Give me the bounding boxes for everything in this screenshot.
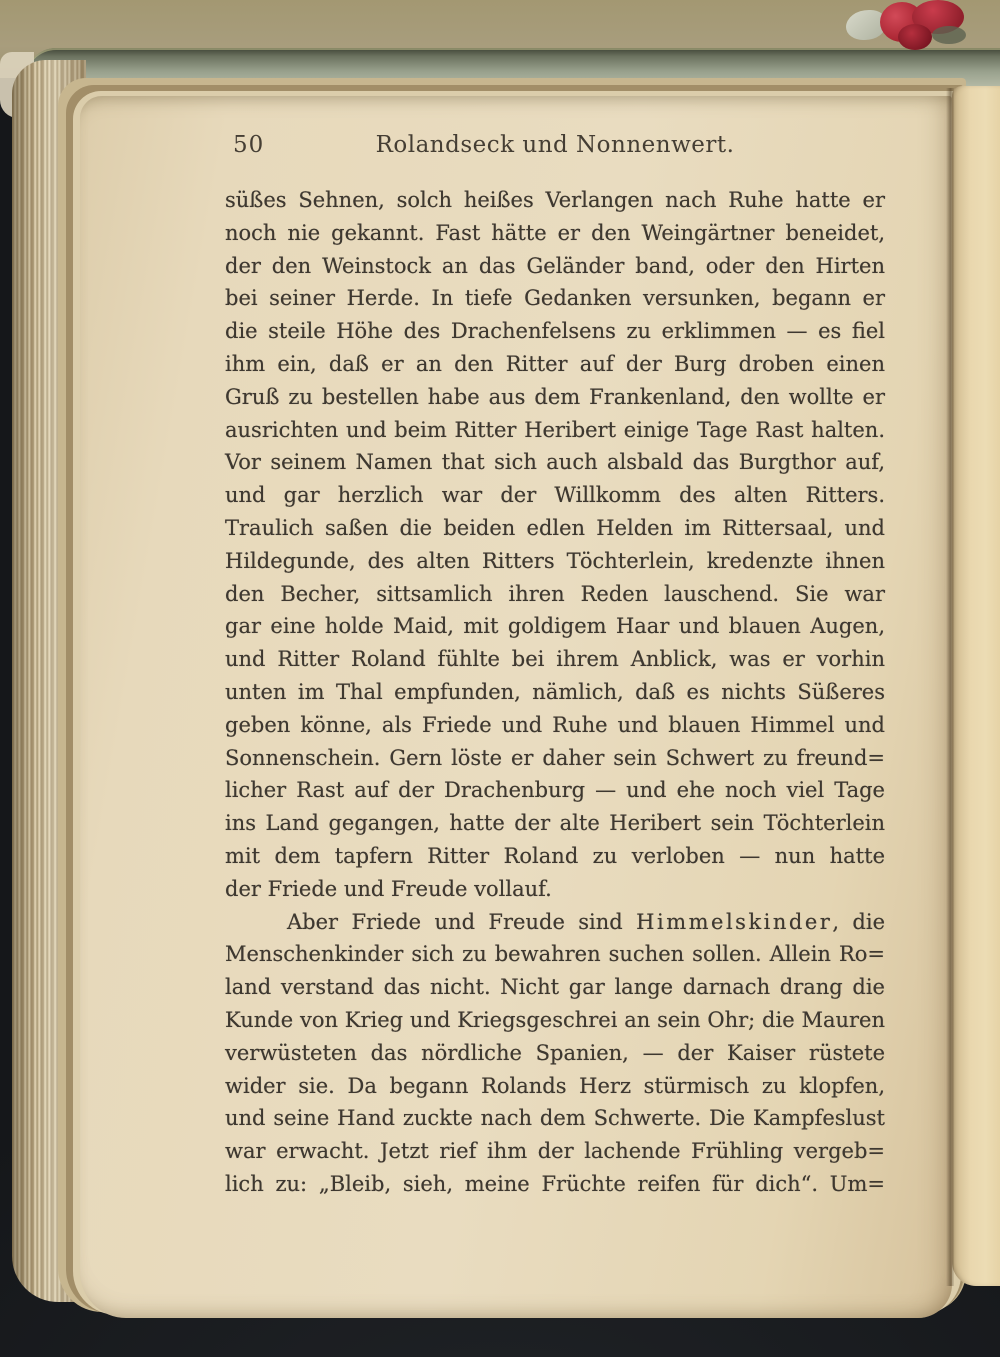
text-line: unten im Thal empfunden, nämlich, daß es nichts Süßeres xyxy=(225,679,885,704)
page-number: 50 xyxy=(233,132,265,158)
text-line: Hildegunde, des alten Ritters Töchterlein, kredenzte ihnen xyxy=(225,548,885,573)
text-line: ins Land gegangen, hatte der alte Heribert sein Töchterlein xyxy=(225,811,885,836)
facing-page-edge xyxy=(952,86,1000,1286)
text-line: Sonnenschein. Gern löste er daher sein Schwert zu freund= xyxy=(225,745,885,770)
text-line: und gar herzlich war der Willkomm des alten Ritters. xyxy=(225,483,885,508)
text-line: Kunde von Krieg und Kriegsgeschrei an sein Ohr; die Mauren xyxy=(225,1007,885,1032)
text-line: geben könne, als Friede und Ruhe und blauen Himmel und xyxy=(225,712,885,737)
text-line: war erwacht. Jetzt rief ihm der lachende Frühling vergeb= xyxy=(225,1139,885,1164)
text-line: lich zu: „Bleib, sieh, meine Früchte reifen für dich“. Um= xyxy=(225,1171,885,1196)
running-header: Rolandseck und Nonnenwert. xyxy=(375,132,735,158)
text-line: bei seiner Herde. In tiefe Gedanken versunken, begann er xyxy=(225,286,885,311)
text-line: Gruß zu bestellen habe aus dem Frankenland, den wollte er xyxy=(225,384,885,409)
text-segment: Aber Friede und Freude sind xyxy=(287,909,637,934)
text-line: verwüsteten das nördliche Spanien, — der Kaiser rüstete xyxy=(225,1040,885,1065)
flower-petal xyxy=(898,24,932,50)
text-line: süßes Sehnen, solch heißes Verlangen nach Ruhe hatte er xyxy=(225,188,885,212)
text-line: und Ritter Roland fühlte bei ihrem Anblick, was er vorhin xyxy=(225,647,885,672)
text-line: land verstand das nicht. Nicht gar lange darnach drang die xyxy=(225,975,885,1000)
red-flower xyxy=(846,0,976,68)
text-line: den Becher, sittsamlich ihren Reden lauschend. Sie war xyxy=(225,581,885,606)
text-segment: , die xyxy=(832,909,886,934)
text-line: der den Weinstock an das Geländer band, oder den Hirten xyxy=(225,253,885,278)
text-line xyxy=(225,906,885,939)
page-header xyxy=(225,132,885,166)
emphasized-word: Himmelskinder xyxy=(636,909,833,934)
text-line: ausrichten und beim Ritter Heribert einige Tage Rast halten. xyxy=(225,417,885,442)
text-line: und seine Hand zuckte nach dem Schwerte. Die Kampfeslust xyxy=(225,1106,885,1131)
text-line: mit dem tapfern Ritter Roland zu verloben — nun hatte xyxy=(225,843,885,868)
text-line: gar eine holde Maid, mit goldigem Haar und blauen Augen, xyxy=(225,614,885,639)
text-line: Menschenkinder sich zu bewahren suchen sollen. Allein Ro= xyxy=(225,942,885,967)
text-block xyxy=(225,184,885,1201)
text-line: ihm ein, daß er an den Ritter auf der Burg droben einen xyxy=(225,351,885,376)
text-line: Traulich saßen die beiden edlen Helden im Rittersaal, und xyxy=(225,515,885,540)
text-line: noch nie gekannt. Fast hätte er den Weingärtner beneidet, xyxy=(225,220,885,245)
text-line: der Friede und Freude vollauf. xyxy=(225,876,552,901)
flower-stem xyxy=(932,26,966,44)
text-line: die steile Höhe des Drachenfelsens zu erklimmen — es fiel xyxy=(225,319,885,344)
text-line: Vor seinem Namen that sich auch alsbald das Burgthor auf, xyxy=(225,450,885,475)
printed-page-content xyxy=(80,96,952,1318)
text-line: licher Rast auf der Drachenburg — und ehe noch viel Tage xyxy=(225,778,885,803)
text-line: wider sie. Da begann Rolands Herz stürmisch zu klopfen, xyxy=(225,1073,885,1098)
